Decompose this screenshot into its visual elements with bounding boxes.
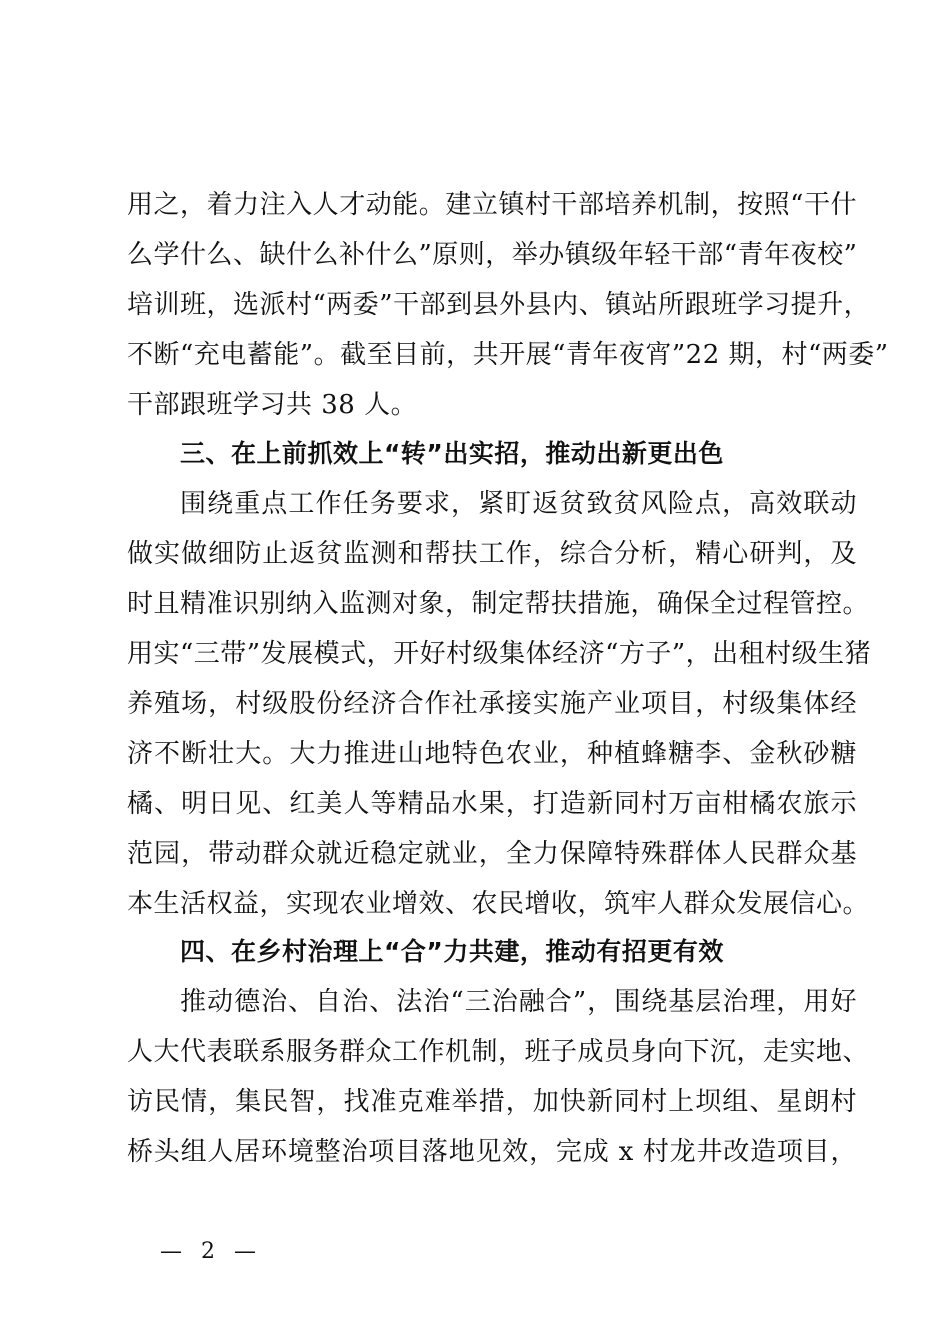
paragraph-line: 用之，着力注入人才动能。建立镇村干部培养机制，按照“干什 <box>127 190 857 220</box>
paragraph-line: 访民情，集民智，找准克难举措，加快新同村上坝组、星朗村 <box>127 1087 857 1117</box>
paragraph-line: 济不断壮大。大力推进山地特色农业，种植蜂糖李、金秋砂糖 <box>127 739 857 769</box>
paragraph-line: 用实“三带”发展模式，开好村级集体经济“方子”，出租村级生猪 <box>127 639 872 669</box>
page-number: — 2 — <box>160 1239 262 1264</box>
paragraph-line: 桥头组人居环境整治项目落地见效，完成 x 村龙井改造项目， <box>127 1137 857 1167</box>
paragraph-line: 不断“充电蓄能”。截至目前，共开展“青年夜宵”22 期，村“两委” <box>127 340 889 370</box>
paragraph-line: 时且精准识别纳入监测对象，制定帮扶措施，确保全过程管控。 <box>127 589 870 619</box>
paragraph-line: 么学什么、缺什么补什么”原则，举办镇级年轻干部“青年夜校” <box>127 240 858 270</box>
section-heading-3: 三、在上前抓效上“转”出实招，推动出新更出色 <box>180 439 724 468</box>
paragraph-line: 养殖场，村级股份经济合作社承接实施产业项目，村级集体经 <box>127 689 857 719</box>
paragraph-line: 范园，带动群众就近稳定就业，全力保障特殊群体人民群众基 <box>127 839 857 869</box>
paragraph-line: 橘、明日见、红美人等精品水果，打造新同村万亩柑橘农旅示 <box>127 789 857 819</box>
section-heading-4: 四、在乡村治理上“合”力共建，推动有招更有效 <box>180 937 724 966</box>
paragraph-line: 做实做细防止返贫监测和帮扶工作，综合分析，精心研判，及 <box>127 539 857 569</box>
paragraph-line: 人大代表联系服务群众工作机制，班子成员身向下沉，走实地、 <box>127 1037 870 1067</box>
paragraph-line: 推动德治、自治、法治“三治融合”，围绕基层治理，用好 <box>180 987 857 1017</box>
paragraph-line: 干部跟班学习共 38 人。 <box>127 390 418 420</box>
paragraph-line: 培训班，选派村“两委”干部到县外县内、镇站所跟班学习提升， <box>127 290 871 320</box>
paragraph-line: 围绕重点工作任务要求，紧盯返贫致贫风险点，高效联动 <box>180 489 857 519</box>
paragraph-line: 本生活权益，实现农业增效、农民增收，筑牢人群众发展信心。 <box>127 889 870 919</box>
